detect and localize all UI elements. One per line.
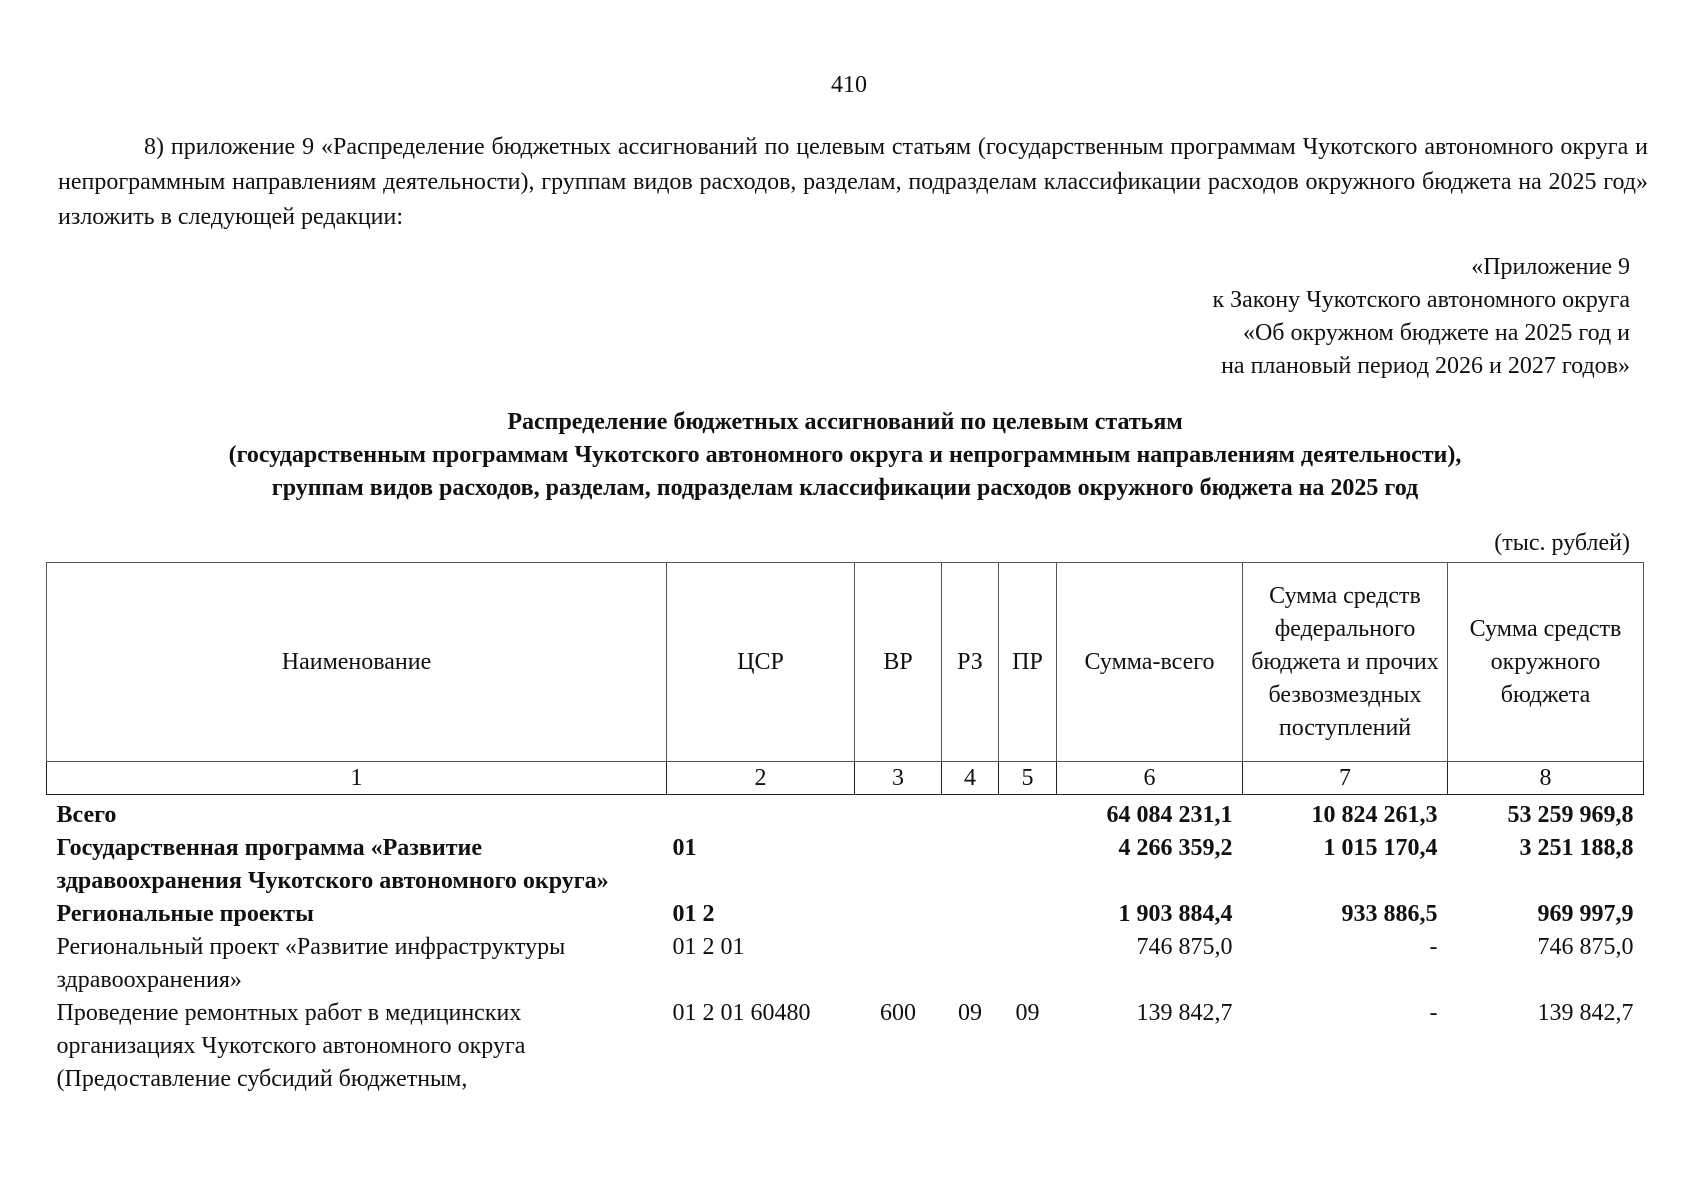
column-number: 2 <box>667 762 855 795</box>
table-row <box>47 795 1644 833</box>
row-district: 139 842,7 <box>1537 1000 1634 1026</box>
appendix-ref-line-1: «Приложение 9 <box>1471 254 1630 280</box>
row-district: 3 251 188,8 <box>1519 835 1634 861</box>
row-rz <box>942 931 999 997</box>
row-federal: - <box>1429 1000 1438 1026</box>
column-number-row <box>47 762 1644 795</box>
row-federal: - <box>1429 934 1438 960</box>
row-district: 746 875,0 <box>1537 934 1634 960</box>
header-total: Сумма-всего <box>1057 563 1243 762</box>
row-pr <box>999 898 1057 931</box>
table-row <box>47 997 1644 1096</box>
header-pr: ПР <box>999 563 1057 762</box>
row-total: 4 266 359,2 <box>1118 835 1233 861</box>
header-rz: РЗ <box>942 563 999 762</box>
row-pr: 09 <box>1015 1000 1040 1026</box>
row-rz <box>942 898 999 931</box>
appendix-reference <box>1212 251 1630 383</box>
row-federal: 10 824 261,3 <box>1311 802 1438 828</box>
row-total: 1 903 884,4 <box>1118 901 1233 927</box>
page-number: 410 <box>831 72 867 98</box>
header-federal: Сумма средств федерального бюджета и прочих безвозмездных поступлений <box>1243 563 1448 762</box>
row-csr: 01 2 01 <box>672 934 745 960</box>
row-csr: 01 2 01 60480 <box>672 1000 811 1026</box>
row-csr <box>667 795 855 833</box>
header-name: Наименование <box>47 563 667 762</box>
row-csr: 01 2 <box>672 901 715 927</box>
header-district: Сумма средств окружного бюджета <box>1448 563 1644 762</box>
row-pr <box>999 832 1057 898</box>
appendix-ref-line-4: на плановый период 2026 и 2027 годов» <box>1221 353 1630 379</box>
row-csr: 01 <box>672 835 697 861</box>
row-name: Проведение ремонтных работ в медицинских организациях Чукотского автономного округа (Предоставление субсидий бюджетным, <box>56 1000 526 1092</box>
intro-paragraph: 8) приложение 9 «Распределение бюджетных ассигнований по целевым статьям (государственным программам Чукотского автономного округа и непрограммным направлениям деятельности), группам видов расходов, разделам, подразделам классификации расходов окружного бюджета на 2025 год» изложить в следующей редакции: <box>58 134 1648 230</box>
column-number: 7 <box>1243 762 1448 795</box>
title-line-1: Распределение бюджетных ассигнований по целевым статьям <box>507 409 1183 435</box>
column-number: 1 <box>47 762 667 795</box>
row-total: 746 875,0 <box>1136 934 1233 960</box>
row-name: Региональный проект «Развитие инфраструктуры здравоохранения» <box>56 934 566 993</box>
units-label: (тыс. рублей) <box>1494 530 1630 556</box>
title-line-2: (государственным программам Чукотского автономного округа и непрограммным направлениям деятельности), <box>228 442 1462 468</box>
column-number: 5 <box>999 762 1057 795</box>
row-federal: 933 886,5 <box>1341 901 1438 927</box>
header-csr: ЦСР <box>667 563 855 762</box>
column-number: 3 <box>855 762 942 795</box>
row-vr <box>855 795 942 833</box>
column-number: 6 <box>1057 762 1243 795</box>
row-pr <box>999 931 1057 997</box>
row-rz: 09 <box>958 1000 982 1026</box>
row-name: Государственная программа «Развитие здравоохранения Чукотского автономного округа» <box>56 835 609 894</box>
row-federal: 1 015 170,4 <box>1323 835 1438 861</box>
row-district: 969 997,9 <box>1537 901 1634 927</box>
appendix-ref-line-3: «Об окружном бюджете на 2025 год и <box>1242 320 1630 346</box>
row-total: 139 842,7 <box>1136 1000 1233 1026</box>
column-number: 4 <box>942 762 999 795</box>
table-row <box>47 931 1644 997</box>
row-vr <box>855 832 942 898</box>
table-row <box>47 832 1644 898</box>
table-header-row <box>47 563 1644 762</box>
row-district: 53 259 969,8 <box>1507 802 1634 828</box>
row-name: Региональные проекты <box>56 901 314 927</box>
row-pr <box>999 795 1057 833</box>
row-vr <box>855 898 942 931</box>
row-name: Всего <box>56 802 117 828</box>
appendix-ref-line-2: к Закону Чукотского автономного округа <box>1212 287 1630 313</box>
row-rz <box>942 795 999 833</box>
row-rz <box>942 832 999 898</box>
table-row <box>47 898 1644 931</box>
column-number: 8 <box>1448 762 1644 795</box>
row-vr: 600 <box>880 1000 916 1026</box>
title-line-3: группам видов расходов, разделам, подразделам классификации расходов окружного бюджета на 2025 год <box>271 475 1419 501</box>
row-total: 64 084 231,1 <box>1106 802 1233 828</box>
budget-table <box>46 562 1644 1096</box>
document-title <box>40 406 1650 505</box>
header-vr: ВР <box>855 563 942 762</box>
row-vr <box>855 931 942 997</box>
